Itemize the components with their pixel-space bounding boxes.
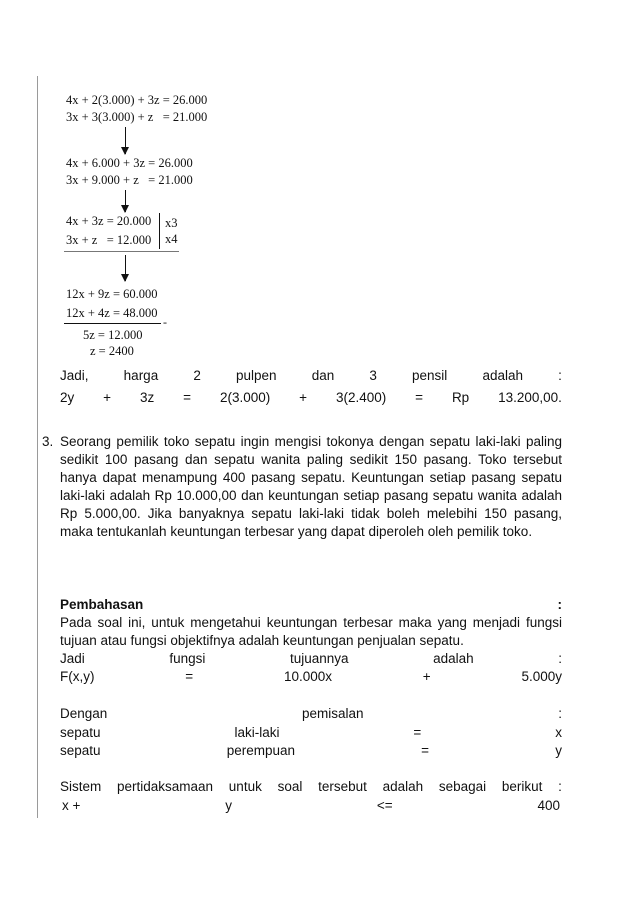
word: sepatu bbox=[60, 725, 101, 740]
equation-line: 4x + 3z = 20.000 bbox=[66, 214, 152, 228]
solution-heading-row bbox=[60, 596, 562, 614]
word: = bbox=[415, 390, 424, 405]
word: + bbox=[422, 669, 431, 684]
word: x + bbox=[62, 798, 81, 813]
variable-y-row bbox=[60, 742, 562, 760]
problem-number: 3. bbox=[42, 434, 54, 449]
word: soal bbox=[277, 779, 303, 794]
divider-line bbox=[64, 251, 179, 252]
word: : bbox=[558, 779, 562, 794]
word: sebagai bbox=[438, 779, 487, 794]
word: untuk bbox=[228, 779, 262, 794]
word: adalah bbox=[433, 651, 474, 666]
word: tersebut bbox=[318, 779, 367, 794]
word: 5.000y bbox=[521, 669, 562, 684]
subtraction-line bbox=[64, 323, 161, 324]
word: 10.000x bbox=[283, 669, 332, 684]
word: 3(2.400) bbox=[335, 390, 387, 405]
word: Dengan bbox=[60, 706, 108, 721]
down-arrow-icon bbox=[125, 127, 126, 154]
sistem-row bbox=[60, 778, 562, 796]
word: Sistem bbox=[60, 779, 102, 794]
word: pemisalan bbox=[301, 706, 364, 721]
word: sepatu bbox=[60, 743, 101, 758]
word: pensil bbox=[412, 368, 448, 383]
conclusion-row-2 bbox=[60, 389, 562, 407]
equation-line: 3x + 3(3.000) + z = 21.000 bbox=[66, 110, 208, 124]
solution-intro: Pada soal ini, untuk mengetahui keuntungan terbesar maka yang menjadi fungsi tujuan atau fungsi objektifnya adalah keuntungan penjualan sepatu. bbox=[60, 615, 562, 648]
word: dan bbox=[311, 368, 335, 383]
word: 3 bbox=[369, 368, 377, 383]
left-margin-line bbox=[37, 76, 38, 818]
solution-heading: Pembahasan bbox=[60, 597, 144, 612]
word: tujuannya bbox=[289, 651, 349, 666]
down-arrow-icon bbox=[125, 190, 126, 212]
word: fungsi bbox=[169, 651, 206, 666]
word: Jadi, bbox=[60, 368, 89, 383]
word: berikut bbox=[501, 779, 543, 794]
equation-line: 4x + 2(3.000) + 3z = 26.000 bbox=[66, 93, 208, 107]
pemisalan-row bbox=[60, 705, 562, 723]
word: pertidaksamaan bbox=[117, 779, 214, 794]
problem-text: Seorang pemilik toko sepatu ingin mengisi tokonya dengan sepatu laki-laki paling sedikit 100 pasang dan sepatu wanita paling sedikit 150 pasang. Toko tersebut hanya dapat menampung 400 pasang sepatu. Keuntungan setiap pasang sepatu laki-laki adalah Rp 10.000,00 dan keuntungan setiap pasang sepatu wanita adalah Rp 5.000,00. Jika banyaknya sepatu laki-laki tidak boleh melebihi 150 pasang, maka tentukanlah keuntungan terbesar yang dapat diperoleh oleh pemilik toko. bbox=[60, 434, 562, 539]
word: = bbox=[413, 725, 422, 740]
heading-colon: : bbox=[557, 597, 562, 612]
equation-line: z = 2400 bbox=[90, 344, 134, 358]
word: 13.200,00. bbox=[498, 390, 562, 405]
word: harga bbox=[123, 368, 159, 383]
word: x bbox=[555, 725, 562, 740]
word: 2 bbox=[193, 368, 201, 383]
equation-line: 5z = 12.000 bbox=[83, 328, 143, 342]
word: : bbox=[558, 651, 562, 666]
word: 2y bbox=[60, 390, 75, 405]
fungsi-row bbox=[60, 650, 562, 668]
word: 3z bbox=[139, 390, 155, 405]
word: = bbox=[185, 669, 194, 684]
word: Rp bbox=[451, 390, 470, 405]
word: adalah bbox=[382, 779, 424, 794]
word: : bbox=[558, 706, 562, 721]
word: = bbox=[183, 390, 192, 405]
conclusion-row-1 bbox=[60, 367, 562, 385]
equation-line: 12x + 9z = 60.000 bbox=[66, 287, 158, 301]
word: y bbox=[225, 798, 232, 813]
objective-function-row bbox=[60, 668, 562, 686]
word: pulpen bbox=[236, 368, 277, 383]
word: + bbox=[299, 390, 308, 405]
down-arrow-icon bbox=[125, 255, 126, 281]
variable-x-row bbox=[60, 724, 562, 742]
equation-line: 3x + 9.000 + z = 21.000 bbox=[66, 173, 193, 187]
word: 2(3.000) bbox=[219, 390, 271, 405]
word: perempuan bbox=[226, 743, 296, 758]
word: 400 bbox=[537, 798, 560, 813]
word: laki-laki bbox=[234, 725, 280, 740]
word: : bbox=[558, 368, 562, 383]
word: + bbox=[103, 390, 112, 405]
word: Jadi bbox=[60, 651, 85, 666]
word: = bbox=[421, 743, 430, 758]
minus-sign: - bbox=[163, 315, 167, 329]
equation-line: 3x + z = 12.000 bbox=[66, 233, 152, 247]
word: adalah bbox=[482, 368, 523, 383]
inequality-row bbox=[62, 797, 560, 815]
multiplier-label: x3 bbox=[165, 216, 178, 230]
word: y bbox=[555, 743, 562, 758]
bracket-bar bbox=[159, 213, 160, 249]
word: <= bbox=[376, 798, 393, 813]
equation-line: 12x + 4z = 48.000 bbox=[66, 306, 158, 320]
multiplier-label: x4 bbox=[165, 232, 178, 246]
word: F(x,y) bbox=[60, 669, 95, 684]
equation-line: 4x + 6.000 + 3z = 26.000 bbox=[66, 156, 193, 170]
